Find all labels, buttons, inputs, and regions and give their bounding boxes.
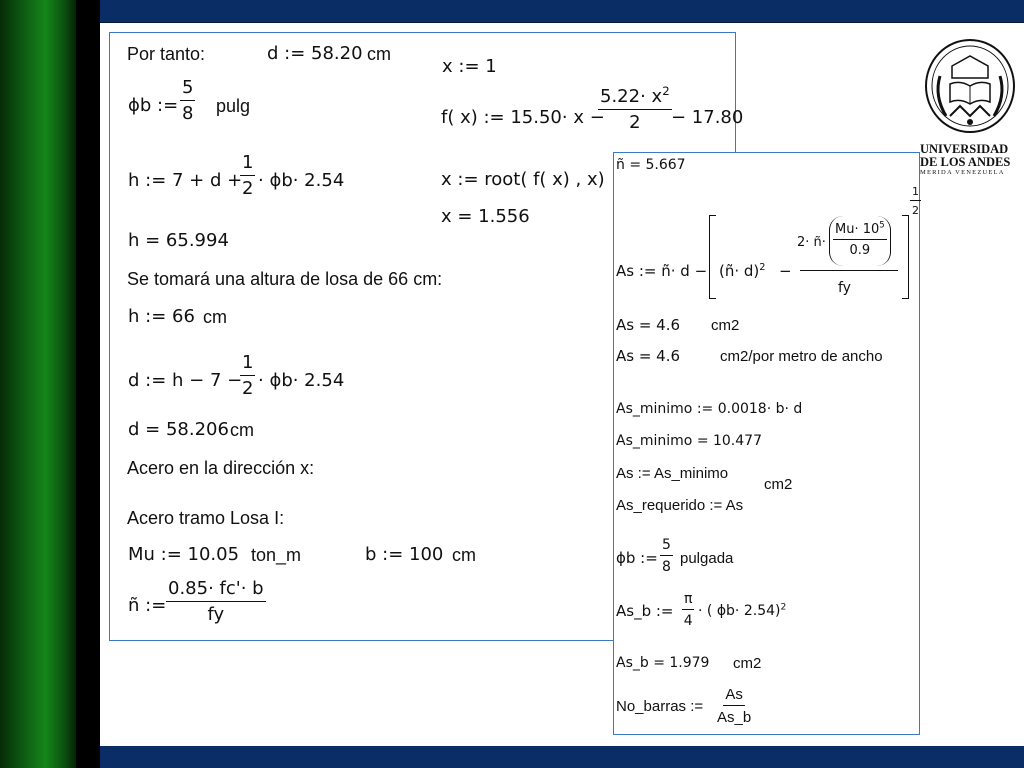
as-minimo-definition: As_minimo := 0.0018· b· d bbox=[616, 401, 803, 417]
h-num: 1 bbox=[240, 154, 255, 176]
n-lhs: ñ := bbox=[128, 595, 167, 616]
as-value-1-unit: cm2 bbox=[711, 317, 740, 334]
as-frac-num-pre: 2· ñ· bbox=[797, 235, 826, 250]
as-lhs: As := ñ· d − bbox=[616, 262, 708, 280]
h-lhs: h := 7 + d + bbox=[128, 170, 243, 191]
as-mu-exp: 5 bbox=[879, 219, 885, 230]
asb-den: 4 bbox=[683, 613, 693, 629]
no-barras-fraction bbox=[717, 687, 751, 725]
asb-fraction bbox=[682, 592, 694, 628]
bottom-band bbox=[100, 746, 1024, 768]
as-outer-exp-num: 1 bbox=[910, 186, 921, 201]
as-right-bracket bbox=[902, 215, 909, 299]
as-mu-fraction bbox=[833, 219, 887, 258]
d-num: 1 bbox=[240, 354, 255, 376]
as-requerido: As_requerido := As bbox=[616, 497, 744, 514]
as-mu-den: 0.9 bbox=[849, 243, 871, 258]
root-expr: x := root( f( x) , x) bbox=[441, 169, 605, 190]
no-barras-lhs: No_barras := bbox=[616, 698, 704, 715]
left-green-bar bbox=[0, 0, 76, 768]
f-den: 2 bbox=[629, 112, 641, 133]
mu-unit: ton_m bbox=[251, 545, 302, 565]
d-definition: d := 58.20 bbox=[267, 43, 363, 64]
phib-num: 5 bbox=[180, 79, 195, 101]
f-num-exp: 2 bbox=[662, 84, 670, 98]
logo-line-2: DE LOS ANDES bbox=[920, 155, 1011, 170]
as-inner-a-exp: 2 bbox=[759, 262, 766, 273]
h-set: h := 66 bbox=[128, 306, 195, 327]
n-value: ñ = 5.667 bbox=[616, 157, 686, 173]
as-outer-exp bbox=[910, 186, 921, 216]
f-lhs: f( x) := 15.50· x − bbox=[441, 107, 605, 128]
as-value-2-unit: cm2/por metro de ancho bbox=[720, 348, 883, 365]
h-set-unit: cm bbox=[203, 307, 227, 327]
f-num: 5.22· x bbox=[600, 86, 663, 107]
university-seal-icon bbox=[920, 36, 1020, 136]
phib-unit-right: pulgada bbox=[680, 550, 734, 567]
top-band bbox=[100, 0, 1024, 23]
asb-exp: 2 bbox=[780, 602, 787, 613]
mu-definition: Mu := 10.05 bbox=[128, 544, 240, 565]
d-fraction bbox=[240, 354, 255, 398]
left-black-bar bbox=[76, 0, 100, 768]
asb-value: As_b = 1.979 bbox=[616, 655, 710, 671]
d-unit: cm bbox=[367, 44, 391, 64]
asb-unit: cm2 bbox=[733, 655, 762, 672]
as-value-1: As = 4.6 bbox=[616, 316, 681, 334]
as-value-2: As = 4.6 bbox=[616, 347, 681, 365]
phib-unit: pulg bbox=[216, 96, 251, 116]
asb-rhs-text: · ( ϕb· 2.54) bbox=[698, 603, 781, 619]
acero-tramo-text: Acero tramo Losa I: bbox=[127, 508, 285, 528]
as-frac-den: fy bbox=[838, 280, 851, 296]
no-barras-num: As bbox=[723, 687, 745, 706]
se-tomara-text: Se tomará una altura de losa de 66 cm: bbox=[127, 269, 443, 289]
n-den: fy bbox=[207, 604, 225, 625]
phib-fraction-right bbox=[660, 538, 673, 574]
as-assign: As := As_minimo bbox=[616, 465, 729, 482]
as-outer-exp-den: 2 bbox=[912, 204, 919, 217]
asb-lhs: As_b := bbox=[616, 602, 674, 620]
logo-line-3: MERIDA VENEZUELA bbox=[920, 169, 1005, 177]
phib-num-right: 5 bbox=[660, 538, 673, 556]
as-minimo-value: As_minimo = 10.477 bbox=[616, 433, 762, 449]
phib-den-right: 8 bbox=[662, 559, 671, 575]
phib-lhs: ϕb := bbox=[128, 95, 179, 116]
university-logo bbox=[920, 36, 1020, 176]
acero-direccion-text: Acero en la dirección x: bbox=[127, 458, 315, 478]
h-fraction bbox=[240, 154, 255, 198]
logo-line-1: UNIVERSIDAD bbox=[920, 142, 1009, 156]
as-inner-a-text: (ñ· d) bbox=[719, 262, 760, 280]
phib-fraction bbox=[180, 79, 195, 123]
x-result: x = 1.556 bbox=[441, 206, 530, 227]
x-init: x := 1 bbox=[442, 56, 497, 77]
f-rhs: − 17.80 bbox=[671, 107, 744, 128]
d-result: d = 58.206 bbox=[128, 419, 229, 440]
as-inner-a bbox=[719, 264, 766, 279]
d-rhs: · ϕb· 2.54 bbox=[258, 370, 345, 391]
h-rhs: · ϕb· 2.54 bbox=[258, 170, 345, 191]
phib-lhs-right: ϕb := bbox=[616, 549, 658, 567]
as-fraction-bar bbox=[800, 270, 898, 271]
no-barras-den: As_b bbox=[717, 709, 752, 726]
n-fraction bbox=[166, 580, 266, 624]
b-definition: b := 100 bbox=[365, 544, 444, 565]
d-den: 2 bbox=[242, 378, 254, 399]
por-tanto-label: Por tanto: bbox=[127, 44, 206, 64]
as-assign-unit: cm2 bbox=[764, 476, 793, 493]
h-den: 2 bbox=[242, 178, 254, 199]
d-result-unit: cm bbox=[230, 420, 254, 440]
asb-rhs bbox=[698, 604, 786, 618]
as-left-bracket bbox=[709, 215, 716, 299]
d-lhs: d := h − 7 − bbox=[128, 370, 243, 391]
n-num: 0.85· fc'· b bbox=[166, 580, 266, 602]
as-minus: − bbox=[779, 262, 792, 280]
h-result: h = 65.994 bbox=[128, 230, 229, 251]
phib-den: 8 bbox=[182, 103, 194, 124]
f-fraction bbox=[598, 84, 672, 133]
asb-num: π bbox=[682, 592, 694, 610]
b-unit: cm bbox=[452, 545, 476, 565]
as-mu-num: Mu· 10 bbox=[835, 222, 880, 237]
